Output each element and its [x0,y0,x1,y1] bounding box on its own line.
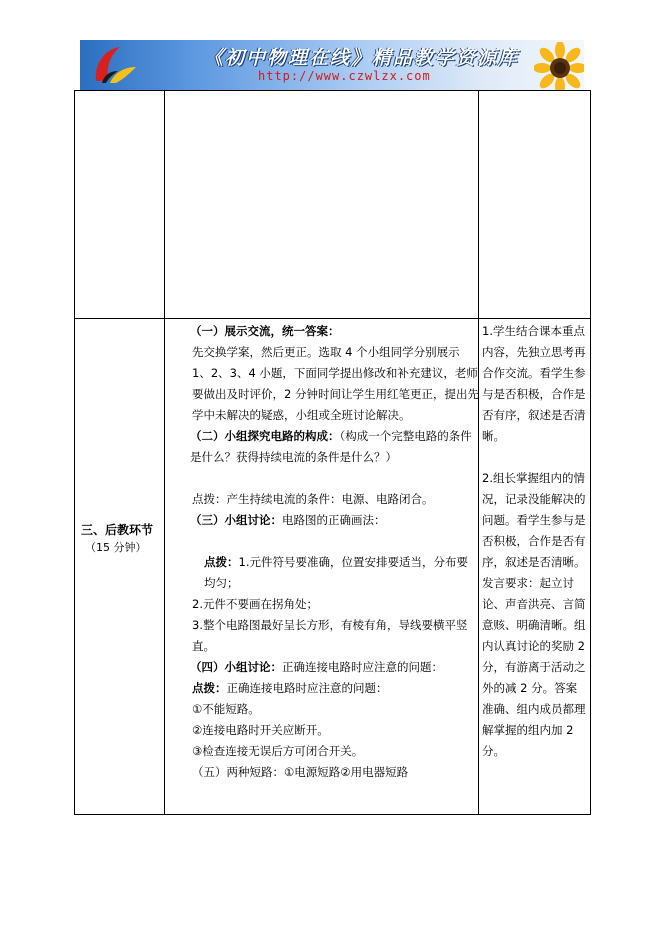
section-3-tip-1 [166,552,479,594]
section-3-tip-1-text: 1.元件符号要准确，位置安排要适当，分布要均匀； [204,555,468,590]
section-3-tip-3: 3.整个电路图最好呈长方形，有棱有角，导线要横平竖直。 [192,618,468,653]
header-banner [80,40,584,90]
section-2-body: （构成一个完整电路的条件是什么？获得持续电流的条件是什么？） [190,429,472,464]
section-5: （五）两种短路：①电源短路②用电器短路 [192,765,409,779]
section-4-item-3: ③检查连接无误后方可闭合开关。 [192,744,364,758]
row-divider [75,318,590,319]
section-3-tip-2: 2.元件不要画在拐角处； [192,597,318,611]
stage-name: 三、后教环节 [81,523,154,537]
lesson-table [74,90,591,815]
section-2-title: （二）小组探究电路的构成： [190,429,340,443]
evaluation-cell [482,321,586,762]
section-3 [166,510,479,531]
section-2-tip: 点拨：产生持续电流的条件：电源、电路闭合。 [192,492,434,506]
section-4-body: 正确连接电路时应注意的问题： [282,660,443,674]
section-3-title: （三）小组讨论： [190,513,282,527]
section-3-tip-label: 点拨： [204,555,239,569]
banner-title: 《初中物理在线》精品教学资源库 [204,47,520,69]
sunflower-icon [534,42,584,90]
section-3-body: 电路图的正确画法： [282,513,386,527]
section-2 [166,426,479,468]
section-4-tip-label: 点拨： [192,681,227,695]
section-4-tip [166,678,479,699]
column-divider [164,91,165,814]
section-4-item-1: ①不能短路。 [192,702,260,716]
section-1-body: 先交换学案，然后更正。选取 4 个小组同学分别展示 1、2、3、4 小题，下面同学提出修改和补充建议，老师要做出及时评价，2 分钟时间让学生用红笔更正，提出先学中未解决的疑惑，小组或全班讨论解决。 [192,345,479,422]
evaluation-note-1: 1.学生结合课本重点内容，先独立思考再合作交流。看学生参与是否积极，合作是否有序，叙述是否清晰。 [482,324,586,443]
section-4-tip-body: 正确连接电路时应注意的问题： [226,681,388,695]
section-4-item-2: ②连接电路时开关应断开。 [192,723,329,737]
section-1-title: （一）展示交流，统一答案： [190,324,340,338]
czwlzx-logo-icon [90,43,138,87]
section-4 [166,657,479,678]
stage-time: （15 分钟） [85,541,147,554]
section-4-title: （四）小组讨论： [190,660,282,674]
banner-url[interactable]: http://www.czwlzx.com [258,69,431,83]
activity-cell [166,321,479,783]
evaluation-note-2: 2.组长掌握组内的情况，记录没能解决的问题。看学生参与是否积极，合作是否有序，叙述是否清晰。发言要求：起立讨论、声音洪亮、言简意赅、明确清晰。组内认真讨论的奖励 2 分，有游离于活动之外的减 2 分。答案准确、组内成员都理解掌握的组内加 2 分。 [482,471,586,758]
